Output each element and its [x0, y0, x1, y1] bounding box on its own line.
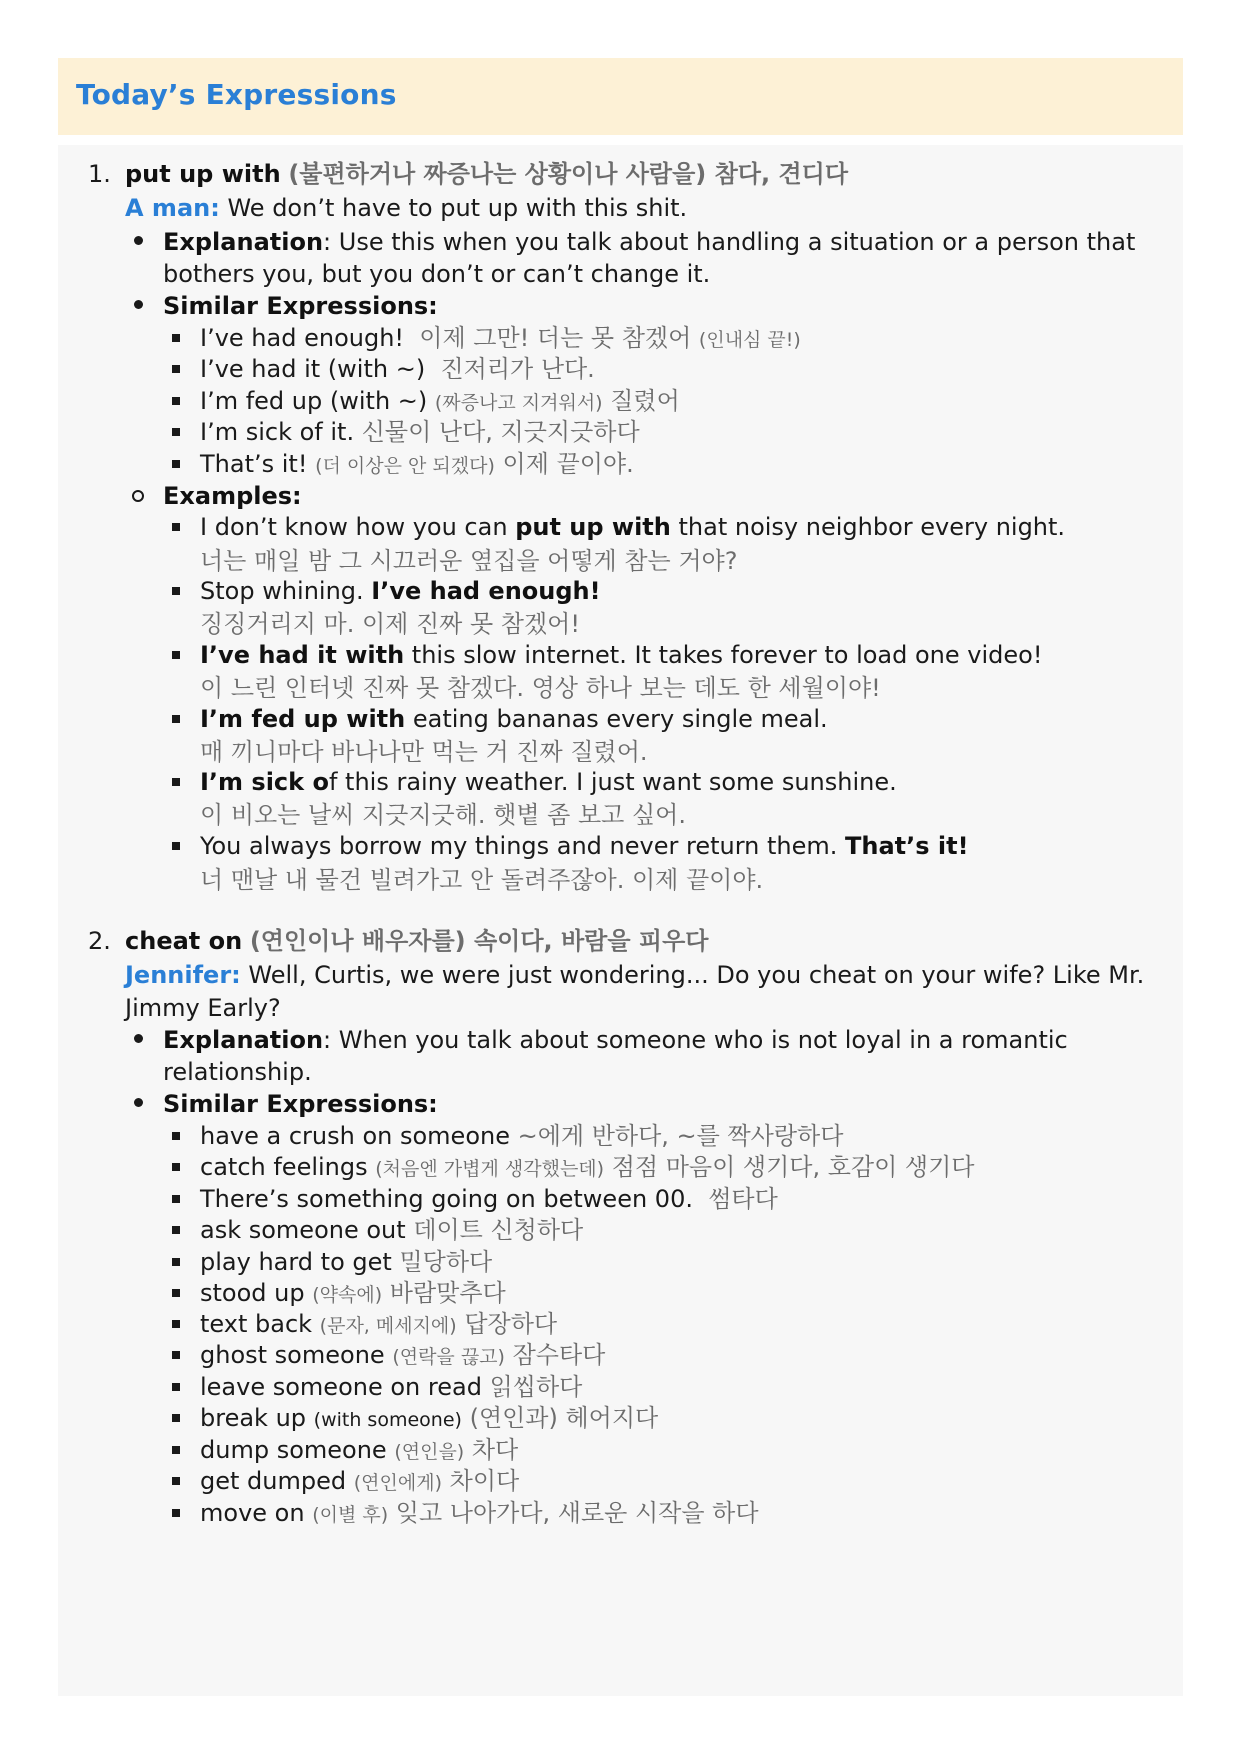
bullet-square [172, 1320, 180, 1328]
similar-expression: I’m sick of it. 신물이 난다, 지긋지긋하다 [200, 418, 640, 446]
content-panel [58, 145, 1183, 1696]
bullet-square [172, 1195, 180, 1203]
similar-expression: I’ve had it (with ~) 진저리가 난다. [200, 355, 595, 383]
quote-text: We don’t have to put up with this shit. [227, 194, 688, 222]
example-translation: 이 비오는 날씨 지긋지긋해. 햇볕 좀 보고 싶어. [200, 801, 686, 829]
bullet-circle [132, 490, 144, 502]
expression-meaning: (불편하거나 짜증나는 상황이나 사람을) 참다, 견디다 [288, 160, 849, 188]
similar-expression: dump someone (연인을) 차다 [200, 1436, 519, 1464]
similar-expression: ask someone out 데이트 신청하다 [200, 1216, 584, 1244]
dialogue-quote: Jennifer: Well, Curtis, we were just wondering... Do you cheat on your wife? Like Mr. [125, 961, 1145, 989]
expression-heading [125, 926, 708, 956]
bullet-square [172, 1289, 180, 1297]
bullet-dot [134, 1098, 143, 1107]
similar-expression: get dumped (연인에게) 차이다 [200, 1467, 520, 1495]
bullet-square [172, 428, 180, 436]
quote-text: Well, Curtis, we were just wondering... Do you cheat on your wife? Like Mr. [248, 961, 1145, 989]
bullet-square [172, 715, 180, 723]
similar-expression: stood up (약속에) 바람맞추다 [200, 1279, 506, 1307]
expression-heading [125, 159, 848, 189]
example-translation: 너 맨날 내 물건 빌려가고 안 돌려주잖아. 이제 끝이야. [200, 866, 764, 894]
example-sentence: I don’t know how you can put up with that noisy neighbor every night. [200, 513, 1066, 541]
example-translation: 징징거리지 마. 이제 진짜 못 참겠어! [200, 610, 580, 638]
example-sentence: You always borrow my things and never return them. That’s it! [200, 832, 969, 860]
explanation-label: Explanation [163, 228, 324, 256]
page-title: Today’s Expressions [76, 78, 397, 111]
expression-meaning: (연인이나 배우자를) 속이다, 바람을 피우다 [249, 927, 709, 955]
bullet-square [172, 778, 180, 786]
similar-expression: There’s something going on between 00. 썸타다 [200, 1185, 778, 1213]
example-sentence: I’m fed up with eating bananas every single meal. [200, 705, 828, 733]
similar-expressions-label: Similar Expressions: [163, 292, 438, 320]
example-translation: 너는 매일 밤 그 시끄러운 옆집을 어떻게 참는 거야? [200, 547, 738, 575]
similar-expression: have a crush on someone ~에게 반하다, ~를 짝사랑하다 [200, 1122, 844, 1150]
bullet-square [172, 587, 180, 595]
dialogue-quote: A man: We don’t have to put up with this shit. [125, 194, 688, 222]
bullet-square [172, 1163, 180, 1171]
examples-label: Examples: [163, 482, 302, 510]
example-sentence: Stop whining. I’ve had enough! [200, 577, 601, 605]
bullet-square [172, 1509, 180, 1517]
similar-expression: move on (이별 후) 잊고 나아가다, 새로운 시작을 하다 [200, 1499, 759, 1527]
similar-expression: text back (문자, 메세지에) 답장하다 [200, 1310, 558, 1338]
bullet-square [172, 1351, 180, 1359]
explanation: Explanation: When you talk about someone who is not loyal in a romantic [163, 1026, 1068, 1054]
explanation-continued: relationship. [163, 1058, 312, 1086]
bullet-square [172, 460, 180, 468]
bullet-square [172, 334, 180, 342]
similar-expression: catch feelings (처음엔 가볍게 생각했는데) 점점 마음이 생기다, 호감이 생기다 [200, 1153, 975, 1181]
explanation: Explanation: Use this when you talk about handling a situation or a person that [163, 228, 1136, 256]
example-translation: 이 느린 인터넷 진짜 못 참겠다. 영상 하나 보는 데도 한 세월이야! [200, 674, 881, 702]
similar-expression: I’m fed up (with ~) (짜증나고 지겨워서) 질렸어 [200, 387, 680, 415]
similar-expressions-label: Similar Expressions: [163, 1090, 438, 1118]
bullet-square [172, 1132, 180, 1140]
bullet-square [172, 1383, 180, 1391]
explanation-continued: bothers you, but you don’t or can’t change it. [163, 260, 711, 288]
bullet-square [172, 1477, 180, 1485]
bullet-square [172, 651, 180, 659]
bullet-square [172, 365, 180, 373]
speaker-name: Jennifer [125, 961, 232, 989]
similar-expression: ghost someone (연락을 끊고) 잠수타다 [200, 1341, 606, 1369]
item-number: 2. [88, 927, 111, 955]
example-sentence: I’ve had it with this slow internet. It takes forever to load one video! [200, 641, 1043, 669]
expression-phrase: put up with [125, 160, 281, 188]
similar-expression: I’ve had enough! 이제 그만! 더는 못 참겠어 (인내심 끝!) [200, 324, 801, 352]
example-sentence: I’m sick of this rainy weather. I just want some sunshine. [200, 768, 897, 796]
section-header [58, 58, 1183, 135]
bullet-square [172, 523, 180, 531]
similar-expression: play hard to get 밀당하다 [200, 1248, 493, 1276]
similar-expression: break up (with someone) (연인과) 헤어지다 [200, 1404, 659, 1432]
bullet-square [172, 397, 180, 405]
bullet-dot [134, 236, 143, 245]
bullet-square [172, 1414, 180, 1422]
example-translation: 매 끼니마다 바나나만 먹는 거 진짜 질렸어. [200, 738, 648, 766]
bullet-square [172, 1446, 180, 1454]
bullet-square [172, 1226, 180, 1234]
similar-expression: leave someone on read 읽씹하다 [200, 1373, 583, 1401]
bullet-dot [134, 300, 143, 309]
bullet-square [172, 1258, 180, 1266]
speaker-name: A man [125, 194, 211, 222]
item-number: 1. [88, 160, 111, 188]
expression-phrase: cheat on [125, 927, 243, 955]
bullet-dot [134, 1034, 143, 1043]
dialogue-quote-continued: Jimmy Early? [125, 994, 281, 1022]
similar-expression: That’s it! (더 이상은 안 되겠다) 이제 끝이야. [200, 450, 634, 478]
bullet-square [172, 842, 180, 850]
